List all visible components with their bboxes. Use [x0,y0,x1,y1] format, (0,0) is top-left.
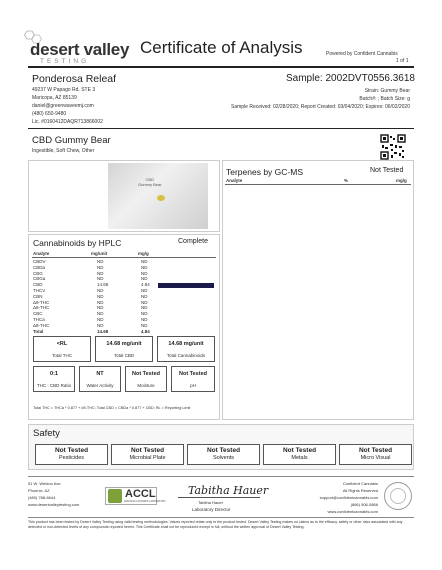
signature: Tabitha Hauer [188,484,269,497]
sample-batch: Batch#: ; Batch Size: g [359,96,410,102]
row-analyte: Δ9-THC [33,299,50,305]
cc-name: Confident Cannabis [342,481,378,486]
signer-name: Tabitha Hauer [198,500,223,505]
row-mg-unit: 14.68 [97,282,109,288]
row-analyte: Total [33,328,44,334]
page-number: 1 of 1 [396,58,409,64]
total-cannabinoids-label: Total Cannabinoids [166,353,206,358]
header-analyte: Analyte [33,251,50,256]
pesticides-value: Not Tested [54,447,89,454]
row-mg-g: ND [141,259,148,264]
ph-value: Not Tested [178,371,207,377]
metals-label: Metals [291,455,308,461]
terpenes-panel [222,160,414,420]
logo-subtext: TESTING [40,58,90,65]
row-mg-unit: ND [97,259,104,264]
row-mg-unit: ND [97,276,104,282]
microbial-plate-label: Microbial Plate [129,455,166,461]
total-thc-value: <RL [56,341,68,347]
qr-code-icon[interactable] [380,134,406,160]
terpenes-title: Terpenes by GC-MS [226,167,303,177]
row-mg-unit: ND [97,299,104,305]
cbd-bar [158,283,214,288]
row-analyte: CBG [33,270,43,276]
client-divider [28,128,414,129]
header-mg-g: mg/g [138,251,149,256]
sample-dates: Sample Received: 02/28/2020; Report Created: 03/04/2020; Expires: 06/02/2020 [230,104,410,110]
cannabis-leaf-icon [108,489,122,503]
header-divider [28,66,414,68]
disclaimer: This product has been tested by Desert Valley Testing using valid testing methodologies. Values reported relate only to the product tested. Desert Valley Testing makes no claims as to the efficacy, safety or other risks associated with any detected or non-detected levels of any compounds reported herein. This Certificate shall not be reproduced except in full, without the written approval of Desert Valley Testing. [28,520,403,529]
row-mg-g: ND [141,288,148,293]
cannabinoids-status: Complete [178,238,208,245]
total-thc-label: Total THC [52,353,72,358]
water-activity-label: Water Activity [86,383,114,388]
row-mg-g: ND [141,293,148,299]
lab-phone: (480) 788-6644 [28,495,56,500]
product-name: CBD Gummy Bear [32,135,111,146]
product-type: Ingestible, Soft Chew, Other [32,148,95,154]
total-cbd-value: 14.68 mg/unit [106,341,142,347]
solvents-label: Solvents [212,455,235,461]
metals-value: Not Tested [282,447,317,454]
pesticides-label: Pesticides [58,455,85,461]
water-activity-box [79,366,121,392]
row-analyte: THCV [33,288,46,293]
photo-caption: CBD Gummy Bear [138,177,162,187]
row-mg-unit: ND [97,293,104,299]
header-mg-unit: mg/unit [91,251,108,256]
solvents-box [187,444,260,465]
total-cannabinoids-value: 14.68 mg/unit [168,341,204,347]
confident-stamp-inner [390,488,406,504]
micro-visual-label: Micro Visual [360,455,391,461]
water-activity-value: NT [96,371,104,377]
terpenes-header-line [225,184,411,185]
microbial-plate-value: Not Tested [130,447,165,454]
client-address-2: Maricopa, AZ 85139 [32,95,77,101]
row-analyte: THCa [33,317,45,322]
micro-visual-box [339,444,412,465]
metals-box [263,444,336,465]
accl-text: ACCL [125,488,156,500]
gummy-image [157,195,165,201]
total-cbd-box [95,336,153,362]
row-analyte: CBDa [33,264,46,270]
ph-label: pH [190,383,196,388]
row-mg-g: 4.84 [141,282,150,288]
accl-subtext: ARIZONA CANNABIS LABORATORY [124,500,166,503]
row-analyte: CBGa [33,276,46,282]
row-mg-g: ND [141,264,148,270]
cc-rights: All Rights Reserved [342,488,378,493]
terpenes-header-percent: % [344,178,349,183]
solvents-value: Not Tested [206,447,241,454]
footnote: Total THC = THCa * 0.877 + d9-THC; Total CBD = CBDa * 0.877 + CBD; RL = Reporting Limit [33,406,191,410]
microbial-plate-box [111,444,184,465]
client-name: Ponderosa Releaf [32,73,117,85]
row-mg-unit: ND [97,322,104,328]
row-mg-g: ND [141,305,148,311]
lab-website[interactable]: www.desertvalleytesting.com [28,502,80,507]
disclaimer-divider [28,517,414,518]
table-row [33,329,153,335]
terpenes-status: Not Tested [370,167,404,174]
row-mg-g: ND [141,276,148,282]
signer-title: Laboratory Director [192,507,231,512]
row-mg-g: ND [141,317,148,322]
ph-box [171,366,215,392]
cc-email[interactable]: support@confidentcannabis.com [319,495,378,500]
ratio-box [33,366,75,392]
row-mg-unit: ND [97,288,104,293]
cc-website[interactable]: www.confidentcannabis.com [327,509,378,514]
row-mg-unit: ND [97,264,104,270]
row-analyte: CBN [33,293,43,299]
client-license: Lic. #0160412DAQR713866002 [32,119,103,125]
page-title: Certificate of Analysis [140,38,303,57]
row-mg-unit: ND [97,270,104,276]
row-mg-g: ND [141,270,148,276]
cannabinoids-title: Cannabinoids by HPLC [33,238,122,248]
row-analyte: CBDV [33,259,46,264]
row-analyte: Δ8-THC [33,305,50,311]
sample-strain: Strain: Gummy Bear [364,88,410,94]
row-mg-g: ND [141,322,148,328]
row-mg-unit: ND [97,317,104,322]
row-analyte: Δ8-THC [33,322,50,328]
lab-address-1: 51 W. Weldon Ave [28,481,61,486]
pesticides-box [35,444,108,465]
row-mg-g: 4.84 [141,328,150,334]
safety-title: Safety [33,428,60,439]
row-mg-g: ND [141,299,148,305]
logo-text: desert valley [30,40,130,59]
terpenes-header-analyte: Analyte [226,178,243,183]
sample-id: Sample: 2002DVT0556.3618 [286,73,415,84]
row-mg-unit: ND [97,311,104,317]
total-thc-box [33,336,91,362]
total-cbd-label: Total CBD [113,353,135,358]
client-address-1: 49237 W Papago Rd. STE 3 [32,87,96,93]
total-cannabinoids-box [157,336,215,362]
signature-line [178,497,260,498]
row-mg-g: ND [141,311,148,317]
cannabinoids-header-line [32,257,216,258]
terpenes-header-mgg: mg/g [396,178,407,183]
moisture-label: Moisture [137,383,155,388]
row-analyte: CBC [33,311,43,317]
footer-divider [28,476,414,477]
moisture-value: Not Tested [131,371,160,377]
powered-by: Powered by Confident Cannabis [326,51,398,57]
client-email: daniel@greenwaveemj.com [32,103,94,109]
moisture-box [125,366,167,392]
row-mg-unit: 14.68 [97,328,109,334]
ratio-value: 0:1 [50,371,58,377]
micro-visual-value: Not Tested [358,447,393,454]
lab-address-2: Phoenix, AZ [28,488,50,493]
row-analyte: CBD [33,282,43,288]
client-phone: (480) 650-9480 [32,111,67,117]
row-mg-unit: ND [97,305,104,311]
ratio-label: THC : CBD Ratio [36,383,72,388]
cc-phone: (866) 506-5866 [350,502,378,507]
